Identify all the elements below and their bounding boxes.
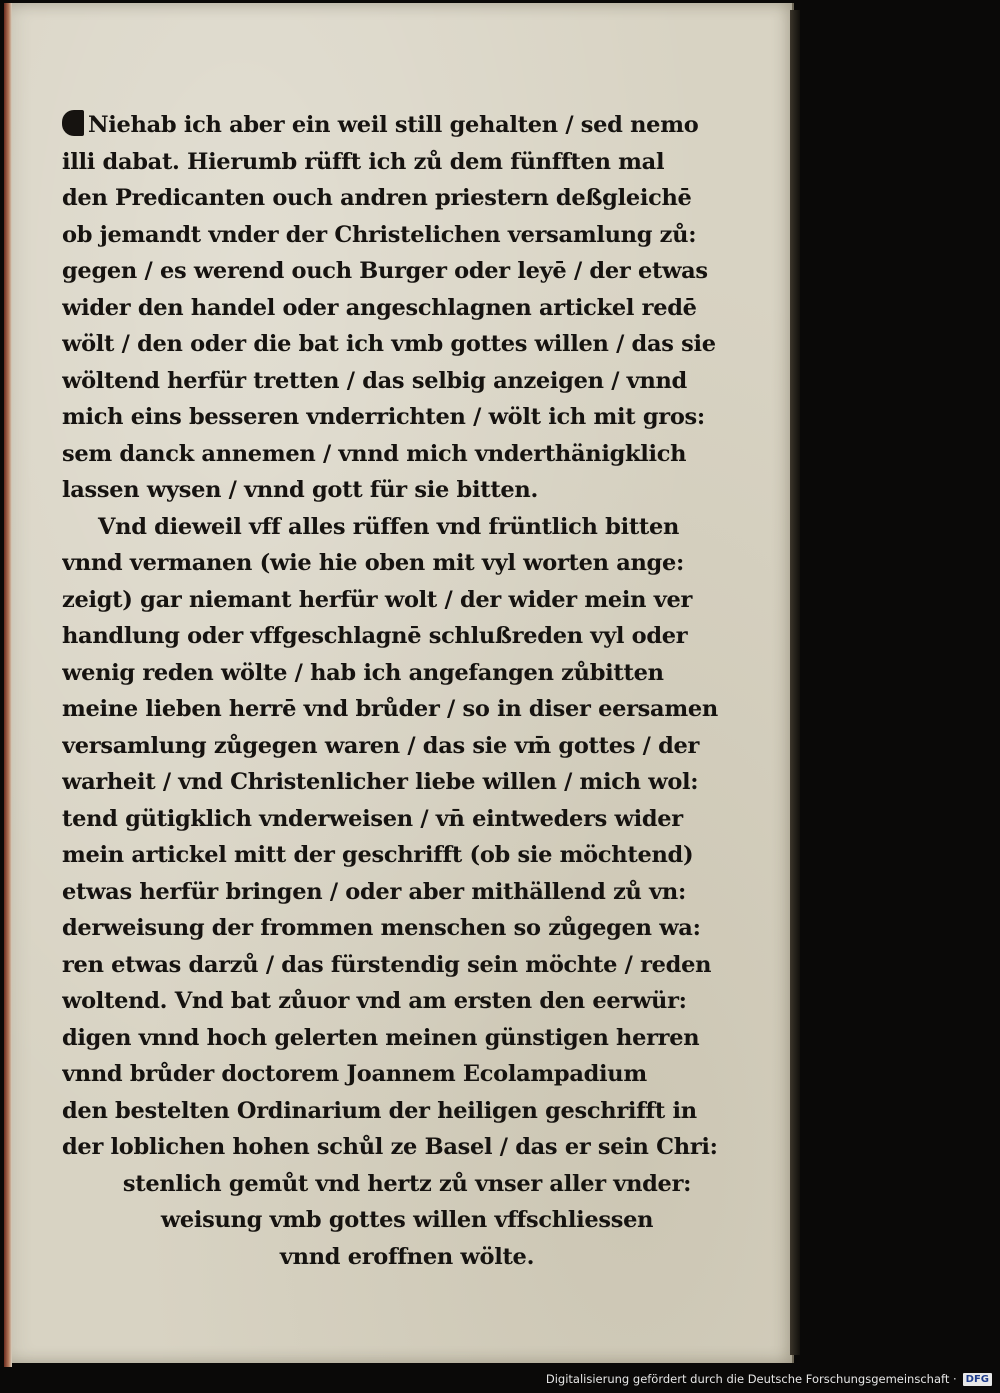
text-line-29: der loblichen hohen schůl ze Basel / das er sein Chri: — [62, 1134, 718, 1160]
text-line-27: vnnd brůder doctorem Joannem Ecolampadium — [62, 1061, 647, 1087]
text-line-23: derweisung der frommen menschen so zůgegen wa: — [62, 915, 701, 941]
text-line-30: stenlich gemůt vnd hertz zů vnser aller vnder: — [122, 1170, 692, 1197]
text-line-31: weisung vmb gottes willen vffschliessen — [160, 1207, 654, 1233]
text-line-13: vnnd vermanen (wie hie oben mit vyl worten ange: — [62, 550, 684, 576]
decorated-initial-icon — [62, 110, 84, 136]
text-line-20: tend gütigklich vnderweisen / vn̄ eintweders wider — [62, 805, 683, 832]
page-binding — [4, 3, 12, 1367]
text-line-12: Vnd dieweil vff alles rüffen vnd früntlich bitten — [98, 513, 680, 540]
text-line-14: zeigt) gar niemant herfür wolt / der wider mein ver — [62, 586, 693, 613]
text-line-28: den bestelten Ordinarium der heiligen geschrifft in — [62, 1097, 697, 1124]
text-line-32: vnnd eroffnen wölte. — [279, 1243, 535, 1270]
text-line-15: handlung oder vffgeschlagnē schlußreden vyl oder — [62, 623, 688, 649]
text-line-21: mein artickel mitt der geschrifft (ob sie möchtend) — [62, 842, 694, 868]
page-edge — [790, 10, 800, 1355]
text-line-3: den Predicanten ouch andren priestern deßgleichē — [62, 185, 692, 211]
text-line-22: etwas herfür bringen / oder aber mithällend zů vn: — [62, 878, 686, 905]
book-page — [4, 3, 794, 1363]
text-line-6: wider den handel oder angeschlagnen artickel redē — [62, 294, 697, 321]
text-line-17: meine lieben herrē vnd brůder / so in diser eersamen — [62, 696, 718, 722]
text-line-9: mich eins besseren vnderrichten / wölt ich mit gros: — [62, 404, 705, 430]
text-line-7: wölt / den oder die bat ich vmb gottes willen / das sie — [62, 331, 716, 357]
text-line-16: wenig reden wölte / hab ich angefangen zůbitten — [62, 659, 664, 686]
text-line-11: lassen wysen / vnnd gott für sie bitten. — [62, 477, 539, 503]
text-line-19: warheit / vnd Christenlicher liebe willen / mich wol: — [62, 769, 699, 795]
digitization-credit — [546, 1369, 992, 1389]
text-line-4: ob jemandt vnder der Christelichen versamlung zů: — [62, 221, 697, 248]
text-line-26: digen vnnd hoch gelerten meinen günstigen herren — [62, 1024, 700, 1051]
dfg-logo-icon: DFG — [963, 1373, 992, 1386]
text-line-1: Niehab ich aber ein weil still gehalten / sed nemo — [62, 107, 752, 144]
text-line-5: gegen / es werend ouch Burger oder leyē / der etwas — [62, 258, 708, 284]
credit-text: Digitalisierung gefördert durch die Deutsche Forschungsgemeinschaft · — [545, 1372, 957, 1386]
text-line-24: ren etwas darzů / das fürstendig sein möchte / reden — [62, 951, 712, 978]
text-line-10: sem danck annemen / vnnd mich vnderthänigklich — [62, 440, 687, 467]
text-line-2: illi dabat. Hierumb rüfft ich zů dem fünfften mal — [62, 148, 665, 175]
text-line-25: woltend. Vnd bat zůuor vnd am ersten den eerwür: — [62, 988, 687, 1014]
text-line-8: wöltend herfür tretten / das selbig anzeigen / vnnd — [62, 367, 687, 394]
text-line-18: versamlung zůgegen waren / das sie vm̄ gottes / der — [62, 732, 700, 759]
page-text — [62, 107, 752, 1275]
